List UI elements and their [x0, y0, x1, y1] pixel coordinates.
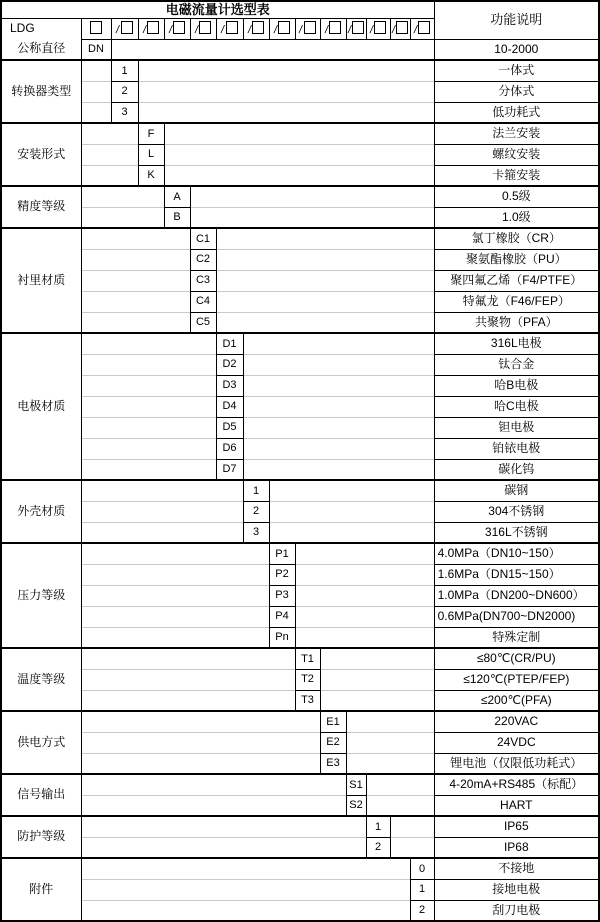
filler-cell	[269, 522, 434, 543]
code-cell: 1	[111, 60, 138, 81]
code-cell: E3	[320, 753, 346, 774]
code-box-icon	[252, 21, 264, 34]
filler-cell	[81, 312, 190, 333]
code-cell: E2	[320, 732, 346, 753]
filler-cell	[346, 753, 434, 774]
filler-cell	[190, 186, 434, 207]
filler-cell	[243, 459, 434, 480]
filler-cell	[81, 144, 138, 165]
filler-cell	[81, 585, 269, 606]
model-slot	[366, 18, 390, 39]
slot-slash: /	[141, 23, 148, 36]
filler-cell	[216, 312, 434, 333]
desc-cell: 碳化钨	[434, 459, 599, 480]
desc-cell: 碳钢	[434, 480, 599, 501]
code-box-icon	[396, 21, 408, 34]
category-label: 公称直径	[1, 39, 81, 60]
code-cell: C3	[190, 270, 216, 291]
code-cell: D4	[216, 396, 243, 417]
filler-cell	[138, 60, 434, 81]
filler-cell	[164, 123, 434, 144]
code-box-icon	[329, 21, 341, 34]
filler-cell	[81, 900, 410, 921]
filler-cell	[81, 333, 216, 354]
desc-cell: 共聚物（PFA）	[434, 312, 599, 333]
category-label-0: 转换器类型	[1, 60, 81, 123]
desc-cell: 特殊定制	[434, 627, 599, 648]
code-cell: A	[164, 186, 190, 207]
desc-cell: ≤80℃(CR/PU)	[434, 648, 599, 669]
desc-cell: 不接地	[434, 858, 599, 879]
code-box-icon	[199, 21, 211, 34]
code-box-icon	[226, 21, 238, 34]
code-box-icon	[147, 21, 159, 34]
filler-cell	[81, 81, 111, 102]
filler-cell	[346, 711, 434, 732]
code-cell: C5	[190, 312, 216, 333]
desc-cell: 低功耗式	[434, 102, 599, 123]
desc-cell: IP65	[434, 816, 599, 837]
category-label-1: 安装形式	[1, 123, 81, 186]
filler-cell	[81, 123, 138, 144]
desc-cell: 1.6MPa（DN15~150）	[434, 564, 599, 585]
filler-cell	[216, 228, 434, 249]
desc-cell: 10-2000	[434, 39, 599, 60]
desc-cell: 锂电池（仅限低功耗式）	[434, 753, 599, 774]
filler-cell	[295, 564, 434, 585]
filler-cell	[81, 165, 138, 186]
filler-cell	[81, 732, 320, 753]
desc-cell: 316L不锈钢	[434, 522, 599, 543]
code-cell: D6	[216, 438, 243, 459]
code-cell: D1	[216, 333, 243, 354]
filler-cell	[138, 102, 434, 123]
code-cell: 2	[410, 900, 434, 921]
filler-cell	[81, 186, 164, 207]
filler-cell	[366, 795, 434, 816]
filler-cell	[243, 417, 434, 438]
desc-cell: 哈C电极	[434, 396, 599, 417]
code-cell: S1	[346, 774, 366, 795]
filler-cell	[243, 396, 434, 417]
filler-cell	[81, 354, 216, 375]
desc-cell: 316L电极	[434, 333, 599, 354]
category-label-4: 电极材质	[1, 333, 81, 480]
filler-cell	[81, 60, 111, 81]
code-cell: C2	[190, 249, 216, 270]
code-cell: P4	[269, 606, 295, 627]
desc-cell: 220VAC	[434, 711, 599, 732]
code-cell: D3	[216, 375, 243, 396]
filler-cell	[81, 543, 269, 564]
slot-slash: /	[346, 23, 353, 36]
slot-slash: /	[368, 23, 375, 36]
code-cell: E1	[320, 711, 346, 732]
filler-cell	[216, 291, 434, 312]
category-label-9: 信号输出	[1, 774, 81, 816]
code-cell: D5	[216, 417, 243, 438]
desc-cell: 铂铱电极	[434, 438, 599, 459]
filler-cell	[81, 438, 216, 459]
filler-cell	[81, 711, 320, 732]
filler-cell	[164, 165, 434, 186]
code-cell: 3	[243, 522, 269, 543]
code-cell: 1	[243, 480, 269, 501]
code-cell: 1	[410, 879, 434, 900]
filler-cell	[81, 753, 320, 774]
filler-cell	[81, 816, 366, 837]
filler-cell	[81, 480, 243, 501]
category-label-5: 外壳材质	[1, 480, 81, 543]
code-cell: P1	[269, 543, 295, 564]
category-label-8: 供电方式	[1, 711, 81, 774]
filler-cell	[138, 81, 434, 102]
code-box-icon	[121, 21, 133, 34]
code-box-icon	[304, 21, 316, 34]
model-slot	[320, 18, 346, 39]
code-cell: 2	[243, 501, 269, 522]
filler-cell	[81, 606, 269, 627]
code-cell: P2	[269, 564, 295, 585]
filler-cell	[81, 501, 243, 522]
slot-slash: /	[323, 23, 330, 36]
filler-cell	[81, 228, 190, 249]
desc-cell: 刮刀电极	[434, 900, 599, 921]
filler-cell	[295, 627, 434, 648]
table-title: 电磁流量计选型表	[1, 1, 434, 18]
filler-cell	[320, 669, 434, 690]
desc-cell: 304不锈钢	[434, 501, 599, 522]
desc-cell: 聚氨酯橡胶（PU）	[434, 249, 599, 270]
filler-cell	[243, 354, 434, 375]
filler-cell	[81, 396, 216, 417]
code-cell: T1	[295, 648, 320, 669]
model-slot	[190, 18, 216, 39]
code-cell: 2	[366, 837, 390, 858]
desc-cell: 0.6MPa(DN700~DN2000)	[434, 606, 599, 627]
slot-slash: /	[193, 23, 200, 36]
filler-cell	[81, 207, 164, 228]
desc-cell: 4.0MPa（DN10~150）	[434, 543, 599, 564]
code-box-icon	[418, 21, 430, 34]
code-box-icon	[173, 21, 185, 34]
code-box-icon	[90, 21, 102, 34]
filler-cell	[81, 249, 190, 270]
code-cell: Pn	[269, 627, 295, 648]
filler-cell	[346, 732, 434, 753]
desc-cell: 钛合金	[434, 354, 599, 375]
filler-cell	[216, 249, 434, 270]
filler-cell	[190, 207, 434, 228]
code-cell: 3	[111, 102, 138, 123]
filler-cell	[295, 585, 434, 606]
filler-cell	[164, 144, 434, 165]
slot-slash: /	[298, 23, 304, 36]
code-box-icon	[278, 21, 290, 34]
slot-slash: /	[246, 23, 253, 36]
model-slot	[410, 18, 434, 39]
desc-cell: 分体式	[434, 81, 599, 102]
desc-cell: 特氟龙（F46/FEP）	[434, 291, 599, 312]
code-cell: B	[164, 207, 190, 228]
code-cell: D7	[216, 459, 243, 480]
filler-cell	[243, 333, 434, 354]
code-cell: C1	[190, 228, 216, 249]
filler-cell	[81, 102, 111, 123]
slot-slash: /	[390, 23, 397, 36]
filler-cell	[81, 648, 295, 669]
model-slot	[295, 18, 320, 39]
desc-cell: HART	[434, 795, 599, 816]
filler-cell	[243, 438, 434, 459]
filler-cell	[269, 501, 434, 522]
code-cell: F	[138, 123, 164, 144]
desc-cell: 接地电极	[434, 879, 599, 900]
filler-cell	[81, 270, 190, 291]
model-slot	[269, 18, 295, 39]
category-label-3: 衬里材质	[1, 228, 81, 333]
filler-cell	[81, 795, 346, 816]
code-cell: L	[138, 144, 164, 165]
filler-cell	[269, 480, 434, 501]
category-label-11: 附件	[1, 858, 81, 921]
filler-cell	[81, 774, 346, 795]
desc-cell: 24VDC	[434, 732, 599, 753]
filler-cell	[81, 879, 410, 900]
code-cell: P3	[269, 585, 295, 606]
model-slot	[390, 18, 410, 39]
category-label-10: 防护等级	[1, 816, 81, 858]
code-box-icon	[352, 21, 364, 34]
desc-cell: 法兰安装	[434, 123, 599, 144]
filler-cell	[295, 606, 434, 627]
filler-cell	[81, 858, 410, 879]
desc-cell: IP68	[434, 837, 599, 858]
filler-cell	[295, 543, 434, 564]
slot-slash: /	[220, 23, 226, 36]
filler-cell	[243, 375, 434, 396]
code-cell: D2	[216, 354, 243, 375]
desc-cell: 哈B电极	[434, 375, 599, 396]
model-prefix: LDG	[1, 18, 81, 39]
code-cell: T2	[295, 669, 320, 690]
model-slot	[164, 18, 190, 39]
desc-cell: ≤120℃(PTEP/FEP)	[434, 669, 599, 690]
desc-cell: 1.0MPa（DN200~DN600）	[434, 585, 599, 606]
desc-cell: 一体式	[434, 60, 599, 81]
code-cell: 2	[111, 81, 138, 102]
slot-slash: /	[167, 23, 174, 36]
code-cell: 1	[366, 816, 390, 837]
filler-cell	[216, 270, 434, 291]
category-label-2: 精度等级	[1, 186, 81, 228]
slot-slash: /	[115, 23, 121, 36]
filler-cell	[81, 837, 366, 858]
category-label-7: 温度等级	[1, 648, 81, 711]
model-slot	[216, 18, 243, 39]
code-cell: K	[138, 165, 164, 186]
filler-cell	[81, 459, 216, 480]
filler-cell	[81, 522, 243, 543]
model-slot	[346, 18, 366, 39]
filler-cell	[81, 627, 269, 648]
slot-slash: /	[412, 23, 419, 36]
desc-cell: 1.0级	[434, 207, 599, 228]
category-label-6: 压力等级	[1, 543, 81, 648]
code-box-icon	[374, 21, 386, 34]
filler-cell	[390, 816, 434, 837]
filler-cell	[81, 669, 295, 690]
desc-cell: 聚四氟乙烯（F4/PTFE）	[434, 270, 599, 291]
desc-cell: 卡箍安装	[434, 165, 599, 186]
filler-cell	[366, 774, 434, 795]
filler-cell	[81, 564, 269, 585]
model-box-cell	[81, 18, 111, 39]
code-cell: DN	[81, 39, 111, 60]
code-cell: C4	[190, 291, 216, 312]
desc-header: 功能说明	[434, 1, 599, 39]
desc-cell: 4-20mA+RS485（标配）	[434, 774, 599, 795]
filler-cell	[81, 690, 295, 711]
code-cell: T3	[295, 690, 320, 711]
filler-cell	[81, 291, 190, 312]
filler-cell	[81, 375, 216, 396]
code-cell: 0	[410, 858, 434, 879]
slot-slash: /	[272, 23, 279, 36]
filler-cell	[320, 648, 434, 669]
model-slot	[138, 18, 164, 39]
filler-cell	[390, 837, 434, 858]
desc-cell: ≤200℃(PFA)	[434, 690, 599, 711]
desc-cell: 螺纹安装	[434, 144, 599, 165]
filler-cell	[111, 39, 434, 60]
desc-cell: 氯丁橡胶（CR）	[434, 228, 599, 249]
model-slot	[243, 18, 269, 39]
filler-cell	[81, 417, 216, 438]
filler-cell	[320, 690, 434, 711]
model-slot	[111, 18, 138, 39]
code-cell: S2	[346, 795, 366, 816]
desc-cell: 钽电极	[434, 417, 599, 438]
desc-cell: 0.5级	[434, 186, 599, 207]
